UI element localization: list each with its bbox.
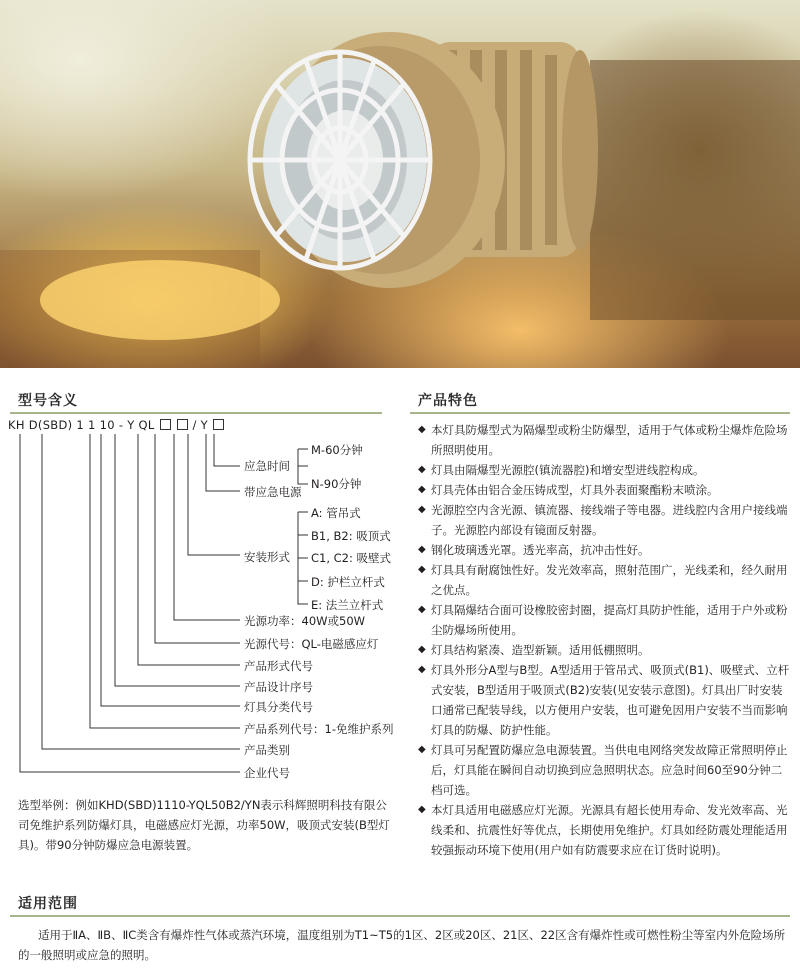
bullet-icon: ◆ [418,644,426,655]
label-install-b: B1, B2: 吸顶式 [311,529,391,543]
label-install-c: C1, C2: 吸壁式 [311,551,392,565]
label-company-code: 企业代号 [244,766,290,780]
features-heading: 产品特色 [418,393,478,409]
scope-heading: 适用范围 [18,896,78,912]
feature-item: ◆ 灯具具有耐腐蚀性好。发光效率高，照射范围广，光线柔和，经久耐用之优点。 [418,560,790,600]
features-divider [410,412,790,414]
code-d-sbd: D(SBD) [28,418,73,432]
feature-item: ◆ 灯具外形分A型与B型。A型适用于管吊式、吸顶式(B1)、吸壁式、立杆式安装，B型适用于吸顶式(B2)安装(见安装示意图)。灯具出厂时安装口通常已配装导线，以方便用户安装，也可避免因用户安装不当而影响灯具的防爆、防护性能。 [418,660,790,740]
label-emergency-power: 带应急电源 [244,485,302,499]
feature-item: ◆ 灯具可另配置防爆应急电源装置。当供电电网络突发故障正常照明停止后，灯具能在瞬间自动切换到应急照明状态。应急时间60至90分钟二档可选。 [418,740,790,800]
code-source: QL [138,418,155,432]
bullet-icon: ◆ [418,664,426,675]
feature-item: ◆ 钢化玻璃透光罩。透光率高，抗冲击性好。 [418,540,790,560]
feature-item: ◆ 灯具由隔爆型光源腔(镇流器腔)和增安型进线腔构成。 [418,460,790,480]
feature-item: ◆ 本灯具防爆型式为隔爆型或粉尘防爆型，适用于气体或粉尘爆炸危险场所照明使用。 [418,420,790,460]
label-category: 产品类别 [244,743,290,757]
model-code-leader-lines [0,0,400,800]
code-dash: - [118,418,124,432]
label-emergency-time: 应急时间 [244,459,290,473]
bullet-icon: ◆ [418,424,426,435]
label-power: 光源功率：40W或50W [244,614,366,628]
label-install-d: D: 护栏立杆式 [311,575,385,589]
feature-item: ◆ 灯具结构紧凑、造型新颖。适用低棚照明。 [418,640,790,660]
code-class: 1 [88,418,96,432]
selection-example: 选型举例：例如KHD(SBD)1110-YQL50B2/YN表示科辉照明科技有限公司免维护系列防爆灯具，电磁感应灯光源，功率50W，吸顶式安装(B型灯具)。带90分钟防爆应急电源装置。 [18,798,390,852]
code-series: 1 [76,418,85,432]
code-design: 10 [99,418,115,432]
code-kh: KH [8,418,25,432]
feature-item: ◆ 本灯具适用电磁感应灯光源。光源具有超长使用寿命、发光效率高、光线柔和、抗震性好等优点，长期使用免维护。灯具如经防震处理能适用较强振动环境下使用(用户如有防震要求应在订货时说明)。 [418,800,790,860]
code-form: Y [127,418,135,432]
bullet-icon: ◆ [418,804,426,815]
feature-item: ◆ 光源腔空内含光源、镇流器、接线端子等电器。进线腔内含用户接线端子。光源腔内部设有镜面反射器。 [418,500,790,540]
bullet-icon: ◆ [418,484,426,495]
label-install-e: E: 法兰立杆式 [311,598,384,612]
label-class-code: 灯具分类代号 [244,700,313,714]
label-source-code: 光源代号：QL-电磁感应灯 [244,637,379,651]
scope-text: 适用于ⅡA、ⅡB、ⅡC类含有爆炸性气体或蒸汽环境，温度组别为T1~T5的1区、2区或20区、21区、22区含有爆炸性或可燃性粉尘等室内外危险场所的一般照明或应急的照明。 [18,928,786,962]
label-design-no: 产品设计序号 [244,680,313,694]
bullet-icon: ◆ [418,744,426,755]
label-form-code: 产品形式代号 [244,659,313,673]
bullet-icon: ◆ [418,564,426,575]
label-install-a: A: 管吊式 [311,506,361,520]
bullet-icon: ◆ [418,464,426,475]
bullet-icon: ◆ [418,544,426,555]
bullet-icon: ◆ [418,504,426,515]
feature-item: ◆ 灯具隔爆结合面可设橡胶密封圈，提高灯具防护性能，适用于户外或粉尘防爆场所使用。 [418,600,790,640]
label-m60: M-60分钟 [311,443,363,457]
label-series-code: 产品系列代号：1-免维护系列 [244,722,394,736]
feature-item: ◆ 灯具壳体由铝合金压铸成型，灯具外表面聚酯粉末喷涂。 [418,480,790,500]
model-meaning-heading: 型号含义 [18,393,78,409]
scope-divider [10,915,790,917]
label-n90: N-90分钟 [311,477,362,491]
code-emergency: Y [200,418,208,432]
code-slash: / [192,418,197,432]
feature-list [418,420,790,860]
label-install-form: 安装形式 [244,550,290,564]
bullet-icon: ◆ [418,604,426,615]
